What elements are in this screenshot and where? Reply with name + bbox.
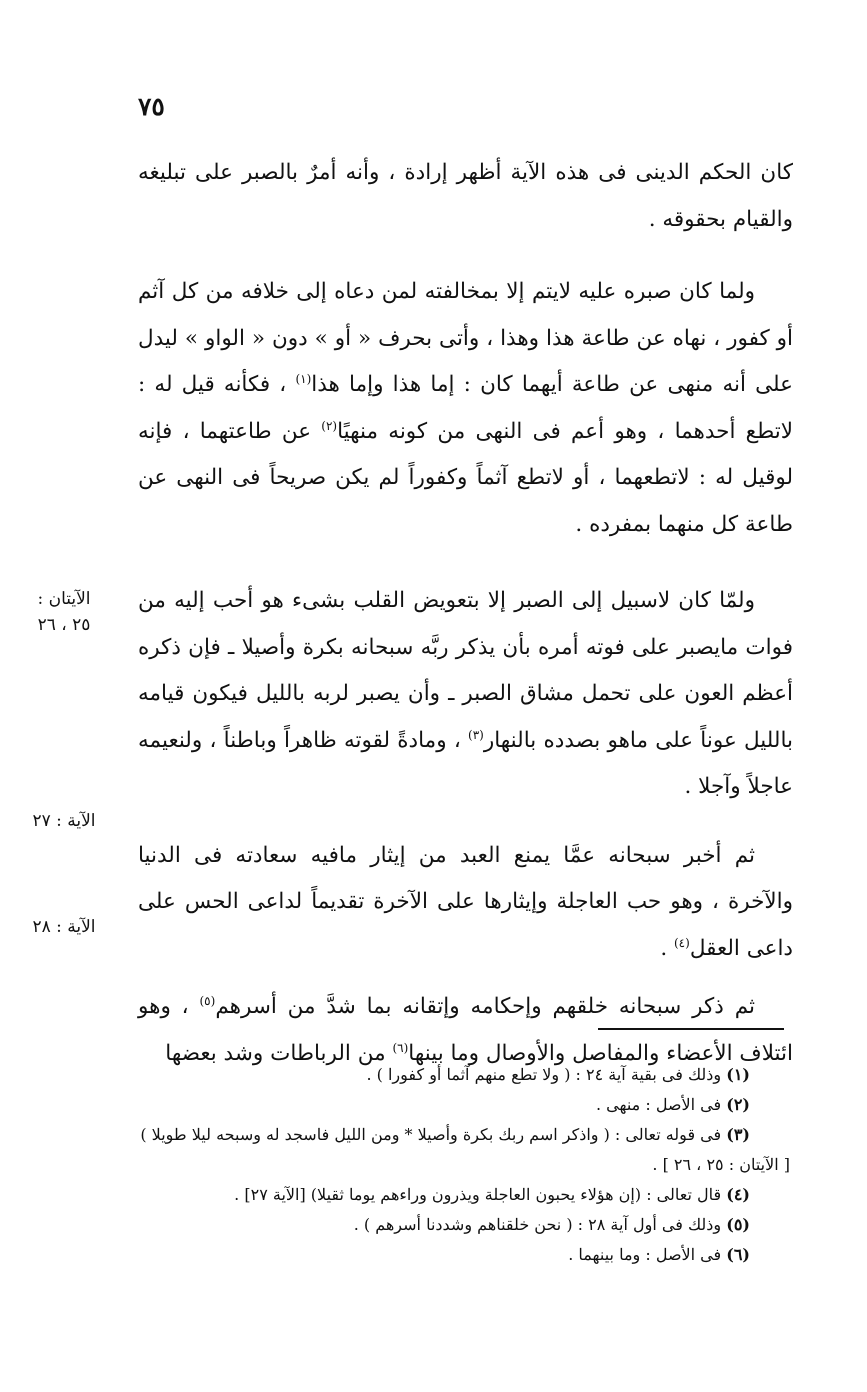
margin-note-label: الآية : ٢٨	[32, 917, 96, 937]
footnote-text: وذلك فى أول آية ٢٨ : ( نحن خلقناهم وشددنا أسرهم ) .	[353, 1215, 727, 1234]
footnote-number: (٣)	[726, 1125, 750, 1144]
footnote-text: وذلك فى بقية آية ٢٤ : ( ولا تطع منهم آثما أو كفورا ) .	[366, 1065, 727, 1084]
paragraph-3	[138, 578, 793, 811]
footnote-number: (٢)	[726, 1095, 750, 1114]
paragraph-text: من الرباطات وشد بعضها	[165, 1040, 393, 1066]
paragraph-text: .	[660, 935, 674, 961]
paragraph-1	[138, 150, 793, 243]
paragraph-text: ولما كان صبره عليه لايتم إلا بمخالفته لمن دعاه إلى خلافه من كل آثم أو كفور ، نهاه عن طاعة هذا وهذا ، وأتى بحرف « أو » دون « الواو » ليدل على أنه منهى عن طاعة أيهما كان : إما هذا وإما هذا	[138, 279, 793, 397]
footnote-separator	[598, 1028, 784, 1030]
footnote-6	[130, 1240, 790, 1270]
margin-note-label: الآية : ٢٧	[32, 811, 96, 831]
margin-note-verse-27	[14, 808, 114, 834]
paragraph-text: ثم ذكر سبحانه خلقهم وإحكامه وإتقانه بما شدَّ من أسرهم	[215, 994, 755, 1019]
footnote-number: (١)	[726, 1065, 750, 1084]
footnote-text: فى الأصل : منهى .	[595, 1095, 727, 1114]
paragraph-2	[138, 269, 793, 548]
paragraph-text: ثم أخبر سبحانه عمَّا يمنع العبد من إيثار مافيه سعادته فى الدنيا والآخرة ، وهو حب العاجلة وإيثارها على الآخرة تقديماً لداعى الحس على داعى العقل	[138, 842, 793, 961]
margin-note-verse-28	[14, 914, 114, 940]
margin-note-value: ٢٥ ، ٢٦	[37, 615, 91, 635]
body-text	[138, 150, 793, 1099]
margin-note-label: الآيتان :	[37, 589, 91, 609]
footnote-ref: (٤)	[673, 935, 690, 950]
footnote-2	[130, 1090, 790, 1120]
paragraph-text: ، ومادةً لقوته ظاهراً وباطناً ، ولنعيمه عاجلاً وآجلا .	[138, 727, 793, 799]
footnote-ref: (٣)	[468, 727, 484, 742]
margin-note-verses-25-26	[14, 586, 114, 638]
paragraph-text: ، وهو ائتلاف الأعضاء والمفاصل والأوصال وما بينها	[138, 994, 793, 1066]
paragraph-text: ، فكأنه قيل له : لاتطع أحدهما ، وهو أعم فى النهى من كونه منهيًا	[138, 372, 793, 444]
footnote-number: (٤)	[726, 1185, 750, 1204]
footnote-4	[130, 1180, 790, 1210]
paragraph-4	[138, 833, 793, 973]
footnote-number: (٥)	[726, 1215, 750, 1234]
footnote-number: (٦)	[726, 1245, 750, 1264]
footnote-1	[130, 1060, 790, 1090]
footnote-ref: (٥)	[199, 993, 216, 1008]
paragraph-text: ولمّا كان لاسبيل إلى الصبر إلا بتعويض القلب بشىء هو أحب إليه من فوات مايصبر على فوته أمره بأن يذكر ربَّه سبحانه بكرة وأصيلا ـ فإن ذكره أعظم العون على تحمل مشاق الصبر ـ وأن يصبر لربه بالليل فيكون قيامه بالليل عوناً على ماهو بصدده بالنهار	[138, 588, 793, 753]
footnote-text: فى الأصل : وما بينهما .	[568, 1245, 727, 1264]
footnote-5	[130, 1210, 790, 1240]
footnote-text: فى قوله تعالى : ( واذكر اسم ربك بكرة وأصيلا * ومن الليل فاسجد له وسبحه ليلا طويلا ) [ الآيتان : ٢٥ ، ٢٦ ] .	[140, 1125, 790, 1174]
footnote-3	[130, 1120, 790, 1180]
footnote-ref: (٦)	[392, 1040, 409, 1055]
page-number: ٧٥	[138, 92, 165, 121]
paragraph-text: كان الحكم الدينى فى هذه الآية أظهر إرادة ، وأنه أمرٌ بالصبر على تبليغه والقيام بحقوقه .	[138, 160, 793, 232]
footnote-text: قال تعالى : (إن هؤلاء يحبون العاجلة ويذرون وراءهم يوما ثقيلا) [الآية ٢٧] .	[234, 1185, 727, 1204]
footnote-ref: (١)	[295, 371, 312, 386]
paragraph-text: عن طاعتهما ، فإنه لوقيل له : لاتطعهما ، أو لاتطع آثماً وكفوراً لم يكن صريحاً فى النهى عن طاعة كل منهما بمفرده .	[138, 418, 793, 537]
footnote-ref: (٢)	[321, 418, 338, 433]
footnotes	[130, 1060, 790, 1270]
